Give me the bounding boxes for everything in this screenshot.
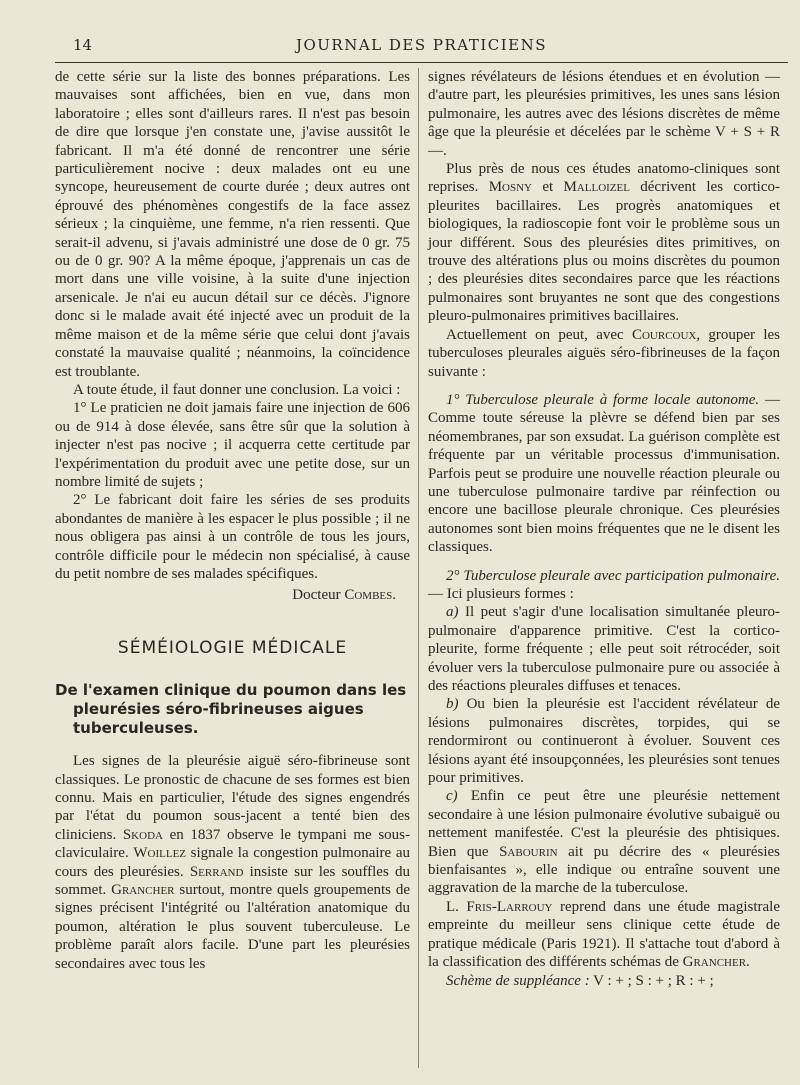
text-run: et — [532, 179, 564, 196]
left-column — [55, 68, 410, 973]
text-run: insiste sur les souffles du sommet. — [55, 863, 410, 899]
subsection-heading: Schème de suppléance : — [446, 972, 590, 989]
article-title-line: pleurésies séro-fibrineuses aigues tuberculeuses. — [73, 700, 364, 738]
paragraph: signes révélateurs de lésions étendues et en évolution — d'autre part, les pleurésies primitives, les unes sans lésion pulmonaire, les autres avec des lésions discrètes de même âge que la pleurésie et décelées par le schème V + S + R —. — [428, 69, 780, 159]
signature-prefix: Docteur — [292, 587, 345, 604]
article-title-line: De l'examen clinique du poumon dans les — [55, 681, 407, 700]
text-run: . — [746, 954, 750, 971]
text-run: Ou bien la pleurésie est l'accident révélateur de lésions pulmonaires discrètes, torpides, qui se rendormiront ou continueront à évoluer. Souvent ces lésions ayant été insoupçonnées, les pleurésies sont tenues pour primitives. — [428, 696, 780, 787]
paragraph: 2° Le fabricant doit faire les séries de ses produits abondantes de manière à les espacer le plus possible ; il ne nous obligera pas ainsi à un contrôle de tous les jours, contrôle difficile pour le médecin non spécialisé, à cause du petit nombre de ses malades spécifiques. — [55, 492, 410, 582]
signature-name: Combes. — [344, 587, 396, 604]
text-run: décrivent les cortico-pleurites bacillaires. Les progrès anatomiques et biologiques, la radioscopie font voir le problème sous un jour différent. Sous des pleurésies dites primitives, on trouve des altérations plus ou moins discrètes du poumon ; des pleurésies dites secondaires parce que les réactions pulmonaires sont bruyantes ne sont que des congestions pleuro-pulmonaires primitives bacillaires. — [428, 179, 780, 325]
paragraph — [428, 326, 780, 381]
page-header — [55, 34, 788, 63]
text-run: Enfin ce peut être une pleurésie nettement secondaire à une lésion pulmonaire évolutive subaiguë ou nettement manifestée. C'est la pleurésie des phtisiques. Bien que — [428, 788, 780, 860]
text-run: — Ici plusieurs formes : — [428, 585, 574, 602]
author-name: Skoda — [122, 826, 163, 843]
spacer — [428, 557, 780, 567]
author-name: Malloizel — [563, 179, 630, 196]
paragraph — [428, 695, 780, 787]
author-name: Mosny — [488, 179, 533, 196]
text-run: Il peut s'agir d'une localisation simultanée pleuro-pulmonaire d'apparence primitive. C'est la cortico-pleurite, forme fréquente ; elle peut soit rétrocéder, soit évoluer vers la tuberculose pulmonaire pure ou associée à des réactions pleurales diffuses et tenaces. — [428, 604, 780, 694]
paragraph — [428, 160, 780, 326]
paragraph: 1° Le praticien ne doit jamais faire une injection de 606 ou de 914 à dose élevée, sans être sûr que la solution à injecter n'est pas nocive ; il acquerra cette certitude par l'expérimentation du produit avec une petite dose, sur un nombre limité de sujets ; — [55, 400, 410, 490]
paragraph — [428, 567, 780, 604]
text-run: en 1837 observe le tympani me sous-claviculaire. — [55, 826, 410, 862]
author-name: L. Fris-Larrouy — [446, 898, 553, 915]
text-run: Actuellement on peut, avec — [446, 326, 632, 343]
paragraph — [55, 752, 410, 973]
page-number: 14 — [73, 36, 93, 54]
text-run: signale la congestion pulmonaire au cours des pleurésies. — [55, 845, 410, 880]
author-name: Sabourin — [499, 843, 558, 860]
text-run: Les signes de la pleurésie aiguë séro-fibrineuse sont classiques. Le pronostic de chacune de ses formes est bien connu. Mais en particulier, l'étude des signes engendrés par l'état du poumon sous-jacent a tenté bien des cliniciens. — [55, 753, 410, 843]
section-title: SÉMÉIOLOGIE MÉDICALE — [117, 637, 348, 658]
text-run: reprend dans une étude magistrale empreinte du meilleur sens clinique cette étude de pratique médicale (Paris 1921). Il s'attache tout d'abord à la classification des différents schémas de — [428, 898, 780, 971]
running-title: JOURNAL DES PRATICIENS — [295, 36, 548, 54]
paragraph — [428, 603, 780, 695]
article-title — [55, 681, 410, 738]
author-signature — [55, 586, 396, 604]
paragraph — [428, 391, 780, 557]
column-divider — [418, 68, 419, 1068]
text-run: ait pu décrire des « pleurésies bienfaisantes », elle indique ou entraîne souvent une aggravation de la marche de la tuberculose. — [428, 843, 780, 897]
list-label: c) — [446, 788, 458, 805]
text-run: surtout, montre quels groupements de signes précisent l'intégrité ou l'altération anatomique du poumon, altération le plus souvent tuberculeuse. Le problème paraît alors facile. D'une part les pleurésies secondaires avec tous les — [55, 882, 410, 972]
text-run: — Comme toute séreuse la plèvre se défend bien par ses néomembranes, par son exsudat. La guérison complète est fréquente par un véritable processus d'immunisation. Parfois peut se produire une nouvelle réaction pleurale ou une tuberculose pulmonaire tardive par réinfection ou encore une bacillose pleurale chronique. Ces pleurésies autonomes sont bien moins fréquentes que ne le disent les classiques. — [428, 391, 780, 556]
author-name: Courcoux — [631, 326, 697, 343]
subsection-heading: 2° Tuberculose pleurale avec participation pulmonaire. — [446, 567, 780, 584]
text-run: V : + ; S : + ; R : + ; — [589, 972, 714, 989]
text-run: , grouper les tuberculoses pleurales aiguës séro-fibrineuses de la façon suivante : — [428, 326, 780, 380]
list-label: b) — [446, 696, 459, 713]
text-run: Plus près de nous ces études anatomo-cliniques sont reprises. — [428, 161, 780, 196]
paragraph — [428, 787, 780, 897]
right-column — [428, 68, 780, 990]
subsection-heading: 1° Tuberculose pleurale à forme locale autonome. — [446, 391, 760, 408]
spacer — [428, 381, 780, 391]
author-name: Grancher — [111, 882, 175, 899]
author-name: Grancher — [682, 954, 747, 971]
paragraph — [428, 972, 780, 990]
paragraph — [428, 898, 780, 972]
paragraph: A toute étude, il faut donner une conclusion. La voici : — [73, 381, 401, 398]
paragraph: de cette série sur la liste des bonnes préparations. Les mauvaises sont affichées, bien en vue, dans mon laboratoire ; elles sont d'ailleurs rares. Il n'est pas besoin de dire que lorsque j'en constate une, j'avise aussitôt le fabricant. Il m'a été donné de rencontrer une série particulièrement nocive : deux malades ont eu une syncope, heureusement de courte durée ; deux autres ont éprouvé des phénomènes congestifs de la face assez sérieux ; la cinquième, une femme, n'a rien ressenti. Que serait-il advenu, si j'avais administré une dose de 0 gr. 75 ou de 0 gr. 90? A la même époque, j'apprenais un cas de mort dans une ville voisine, à la suite d'une injection arsenicale. Je n'ai eu aucun détail sur ce décès. J'ignore donc si le malade avait été injecté avec un produit de la même maison et de la même série que celui dont j'avais constaté la mauvaise qualité ; néanmoins, la coïncidence est troublante. — [55, 69, 410, 380]
author-name: Serrand — [189, 863, 244, 880]
author-name: Woillez — [133, 845, 187, 862]
list-label: a) — [446, 604, 459, 621]
